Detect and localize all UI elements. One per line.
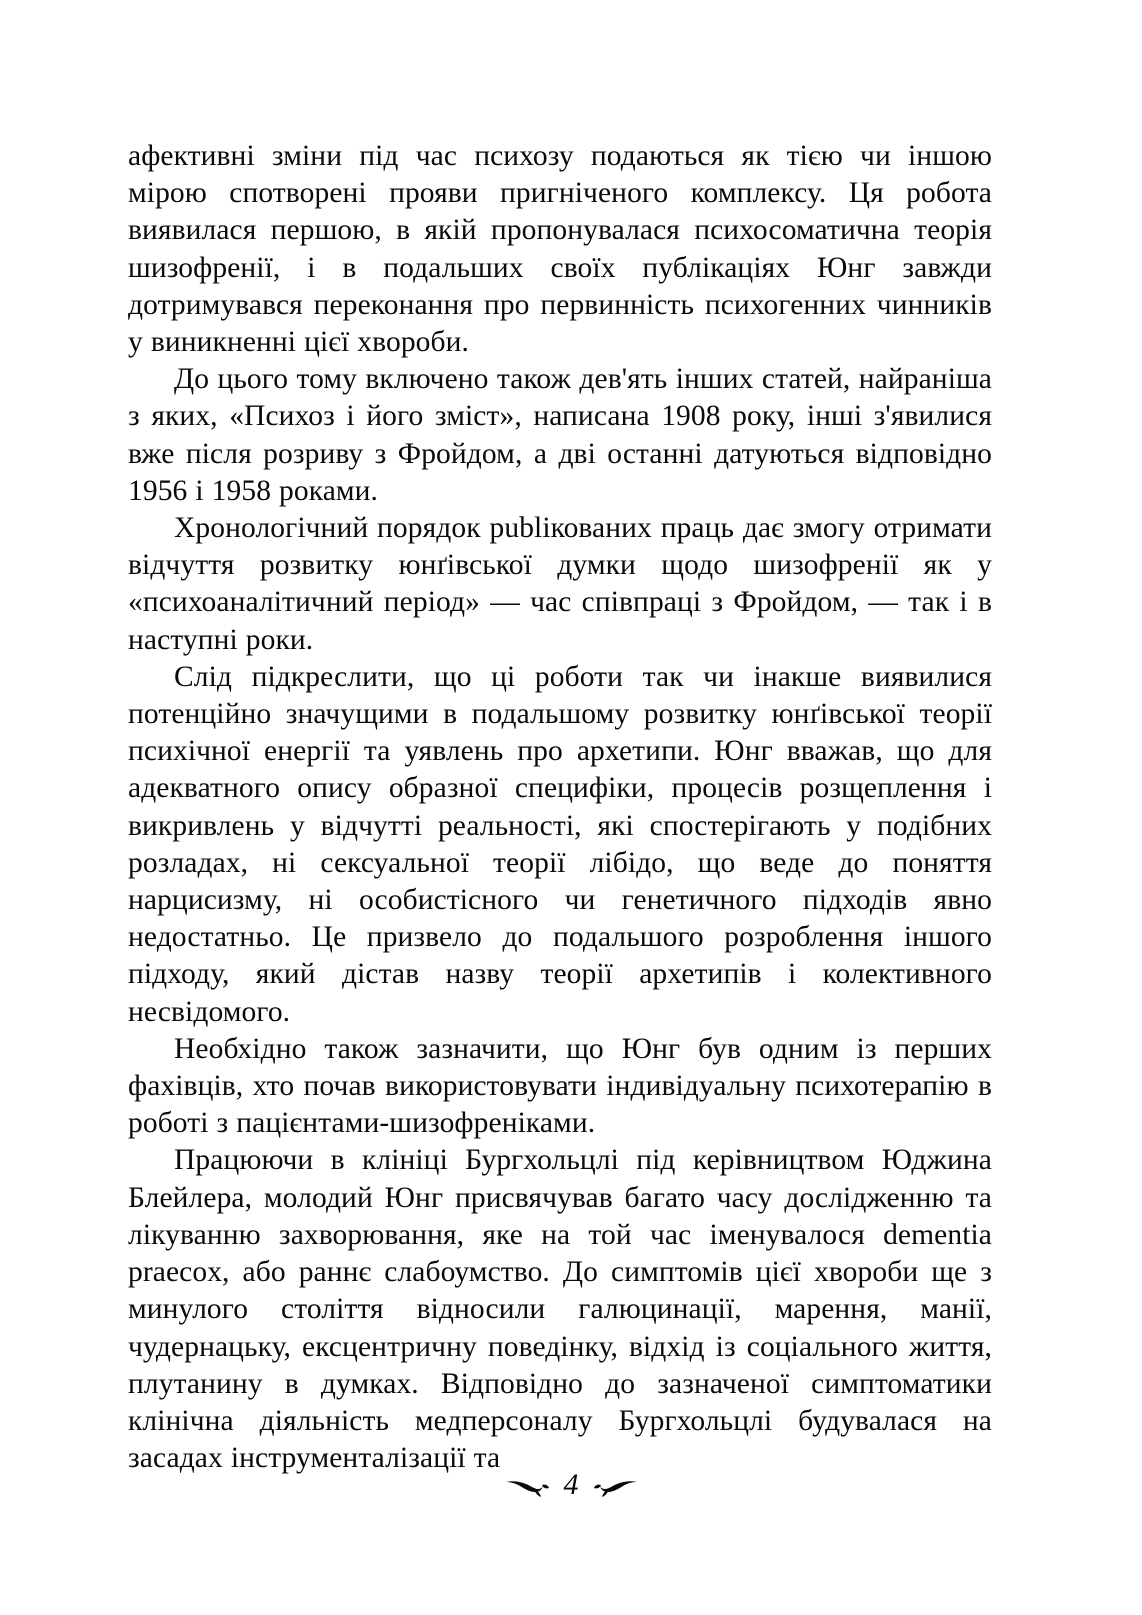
leaf-flourish-left-icon	[504, 1473, 550, 1499]
page-footer-inner	[504, 1470, 639, 1502]
paragraph: Необхідно також зазначити, що Юнг був одним із перших фахівців, хто почав використовувати індивідуальну психотерапію в роботі з пацієнтами-шизофреніками.	[128, 1032, 992, 1140]
paragraph: До цього тому включено також дев'ять інших статей, найраніша з яких, «Психоз і його зміст», написана 1908 року, інші з'явилися вже після розриву з Фройдом, а дві останні датуються відповідно 1956 і 1958 роками.	[128, 363, 992, 507]
page-number: 4	[563, 1468, 579, 1501]
paragraph: Слід підкреслити, що ці роботи так чи інакше виявилися потенційно значущими в подальшому розвитку юнґівської теорії психічної енергії та уявлень про архетипи. Юнг вважав, що для адекватного опису образної специфіки, процесів розщеплення і викривлень у відчутті реальності, які спостерігають у подібних розладах, ні сексуальної теорії лібідо, що веде до поняття нарцисизму, ні особистісного чи генетичного підходів явно недостатньо. Це призвело до подальшого розроблення іншого підходу, який дістав назву теорії архетипів і колективного несвідомого.	[128, 660, 992, 1028]
text-column	[128, 138, 992, 1477]
paragraph: афективні зміни під час психозу подаються як тією чи іншою мірою спотворені прояви пригніченого комплексу. Ця робота виявилася першою, в якій пропонувалася психосоматична теорія шизофренії, і в подальших своїх публікаціях Юнг завжди дотримувався переконання про первинність психогенних чинників у виникненні цієї хвороби.	[128, 140, 992, 359]
page-footer	[0, 1470, 1142, 1504]
paragraph: Працюючи в клініці Бургхольцлі під керівництвом Юджина Блейлера, молодий Юнг присвячував багато часу дослідженню та лікуванню захворювання, яке на той час іменувалося dementia praecox, або раннє слабоумство. До симптомів цієї хвороби ще з минулого століття відносили галюцинації, марення, манії, чудернацьку, ексцентричну поведінку, відхід із соціального життя, плутанину в думках. Відповідно до зазначеної симптоматики клінічна діяльність медперсоналу Бургхольцлі будувалася на засадах інструменталізації та	[128, 1144, 992, 1475]
paragraph: Хронологічний порядок publікованих праць дає змогу отримати відчуття розвитку юнґівської думки щодо шизофренії як у «психоаналітичний період» — час співпраці з Фройдом, — так і в наступні роки.	[128, 512, 992, 656]
leaf-flourish-right-icon	[593, 1473, 639, 1499]
